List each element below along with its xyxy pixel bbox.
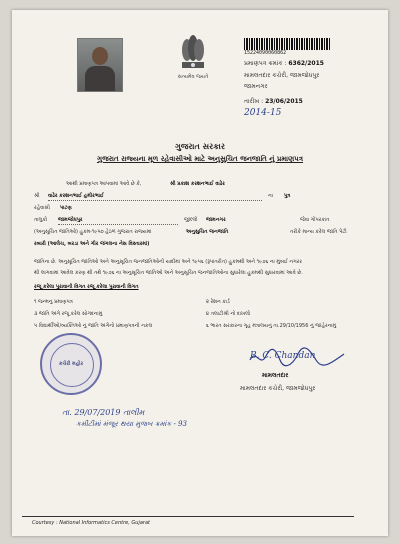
date-value: 23/06/2015	[265, 98, 303, 105]
evidence-item: ૨ રેશન કાર્ડ	[206, 299, 230, 305]
relation-label: ના	[268, 193, 273, 199]
address-label: રહેવાસી	[34, 205, 50, 211]
intro-text: આથી પ્રમાણપત્ર આપવામાં આવે છે કે,	[66, 181, 142, 187]
signatory-office: મામલતદાર કચેરી, જામજોધપુર	[240, 385, 316, 392]
office-seal	[40, 333, 102, 395]
emblem-motto: સત્યમેવ જયતે	[177, 74, 209, 80]
office-line-2: જામનગર	[244, 83, 268, 90]
person-name-line	[48, 200, 262, 201]
tribe-value: રબારી (આલેચ, બરડા અને ગીર જંગલના નેસ વિસ્તારમાં)	[34, 241, 150, 247]
law-text: (અનુસૂચિત જાતિઓ) હુકમ-૧૯૫૦ હેઠળ ગુજરાત રાજ્યમાં	[34, 229, 152, 235]
state-emblem-icon	[176, 34, 210, 72]
district-label: જીલ્લો	[184, 217, 198, 223]
signatory-designation: મામલતદાર	[262, 372, 289, 379]
taluka-value: જામજોધપુર	[58, 217, 83, 223]
footer-courtesy: Courtesy : National Informatics Centre, Gujarat	[32, 520, 150, 526]
district-value: જામનગર	[206, 217, 226, 223]
footer-rule	[22, 516, 354, 517]
date-row	[244, 98, 303, 106]
date-label: તારીખ :	[244, 98, 264, 105]
evidence-heading: રજૂ કરેલા પુરાવાની વિગત રજૂ કરેલા પુરાવાની વિગત	[34, 284, 139, 290]
taluka-line	[58, 224, 178, 225]
relation-value: પુત્ર	[284, 193, 291, 199]
barcode-number: 15224090060862	[244, 50, 287, 56]
paragraph-line-2: થી લાગવામાં આવેલ કરણ થી તથે ૧૯૭૬ ના અનુસૂચિત જાતિઓ અને અનુસૂચિત જનજાતિઓના સુધારેલા હુકમથી સુધારવામાં આવે છે.	[34, 270, 303, 276]
evidence-item: ૫ વિદ્યાર્થીઓ/વ્યક્તિઓ નું જાતિ અંગેનો પ્રમાણપત્રની નકલ	[34, 323, 153, 329]
certificate-number-row	[244, 60, 324, 68]
certificate-number-label: પ્રમાણપત્ર ક્રમાંક :	[244, 60, 287, 67]
photo-head	[92, 47, 108, 65]
evidence-item: ૧ જન્મનું પ્રમાણપત્ર	[34, 299, 73, 305]
government-title: ગુજરાત સરકાર	[175, 142, 225, 151]
certificate-title: ગુજરાત રાજ્યના મૂળ રહેવાસીઓ માટે અનુસુચિત જનજાતિ નું પ્રમાણપત્ર	[96, 155, 304, 163]
person-name: વાઢેર કરશનભાઈ હમીરભાઈ	[48, 193, 104, 199]
category-value: અનુસુચિત જનજાતિ	[186, 229, 229, 235]
evidence-item: ૬ ભારત સરકારના ગૃહ મંત્રાલયનું તા.29/10/1956 નું જાહેરનામું	[206, 323, 337, 329]
person-prefix: શ્રી	[34, 193, 40, 199]
handwritten-note-line-2: કમીટીમાં મંજૂર થયા મુજબ ક્રમાંક - 93	[76, 420, 187, 428]
taluka-label: તાલુકો	[34, 217, 48, 223]
barcode	[244, 38, 330, 50]
handwritten-note-line-1: તા. 29/07/2019 તાલીમ	[62, 408, 145, 417]
state-label: જેવા ગોપરકાત	[300, 217, 330, 223]
signature-scrawl	[248, 346, 348, 370]
evidence-item: ૩ જાતિ અંગે રજૂ કરેલ સોગંદનામું	[34, 311, 103, 317]
signature-text: B. C. Chandan	[250, 351, 316, 361]
handwritten-reference: 2014-15	[244, 108, 282, 118]
office-line-1: મામલતદાર કચેરી, જામજોધપુર	[244, 72, 320, 79]
intro-name: શ્રી પ્રકાશ કરશનભાઈ વાઢેર	[170, 181, 225, 187]
paragraph-line-1: જાતિના છે. અનુસૂચિત જાતિઓ અને અનુસૂચિત જનજાતિઓની યાદીમાં અને ૧૯૫૬ (રૂપાંતરીત) હુકમથી અને ૧૯૭૬ ના મુંબઈ નગરર	[34, 259, 302, 265]
evidence-item: ૪ તલાટીશ્રી નો દાખલો	[206, 311, 251, 317]
applicant-photo	[77, 38, 123, 92]
recognized-text: તરીકે માન્ય કરેલ જાતિ પેટી	[290, 229, 347, 235]
address-value: પાટણ	[60, 205, 72, 211]
certificate-number-value: 6362/2015	[288, 60, 324, 67]
photo-body	[85, 66, 115, 91]
seal-text: કચેરી મહોર	[58, 361, 84, 367]
